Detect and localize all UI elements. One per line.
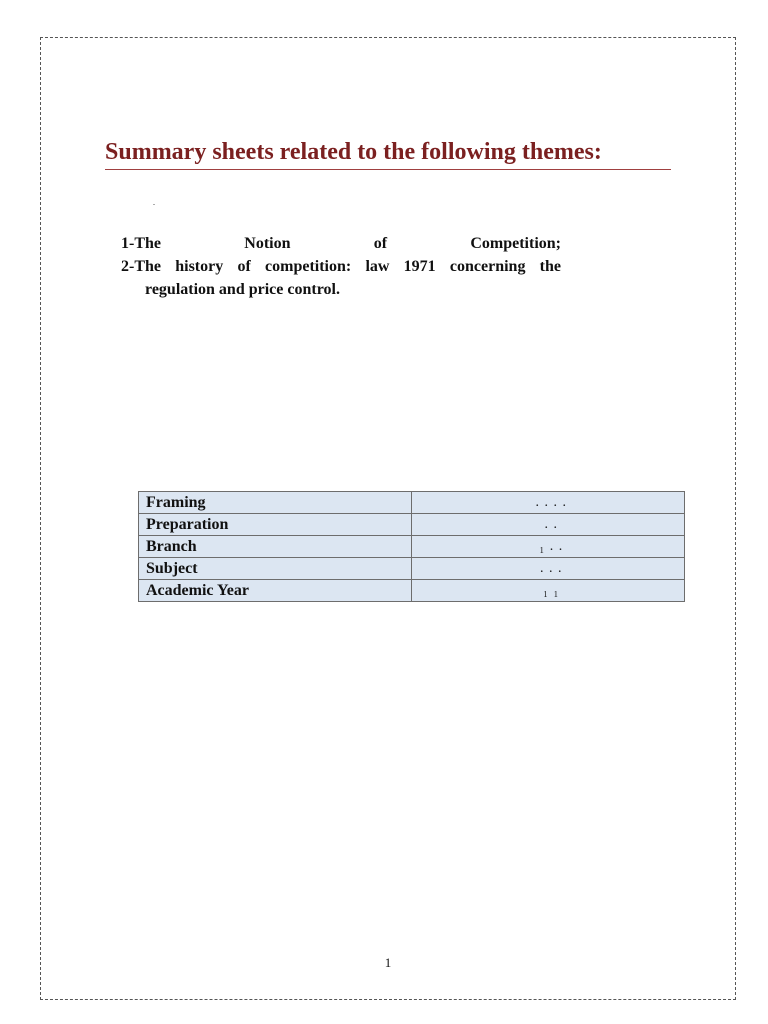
table-row [139,536,685,558]
table-row [139,580,685,602]
document-title: Summary sheets related to the following themes: [105,139,602,165]
branch-label: Branch [139,536,412,558]
academic-year-value: ₁ ₁ [411,580,684,602]
theme-item-1: 1-The Notion of Competition; [121,235,561,252]
branch-value: ₁ . . [411,536,684,558]
preparation-label: Preparation [139,514,412,536]
title-underline [105,169,671,170]
theme-item-2-continuation: regulation and price control. [145,281,340,298]
framing-label: Framing [139,492,412,514]
subject-label: Subject [139,558,412,580]
table-row [139,558,685,580]
academic-year-label: Academic Year [139,580,412,602]
preparation-value: . . [411,514,684,536]
framing-value: . . . . [411,492,684,514]
theme-item-2: 2-The history of competition: law 1971 concerning the [121,258,561,275]
themes-list [121,232,561,301]
info-table [138,491,685,602]
page-number: 1 [384,955,392,970]
table-row [139,492,685,514]
stray-mark: . [153,198,155,207]
table-row [139,514,685,536]
subject-value: . . . [411,558,684,580]
